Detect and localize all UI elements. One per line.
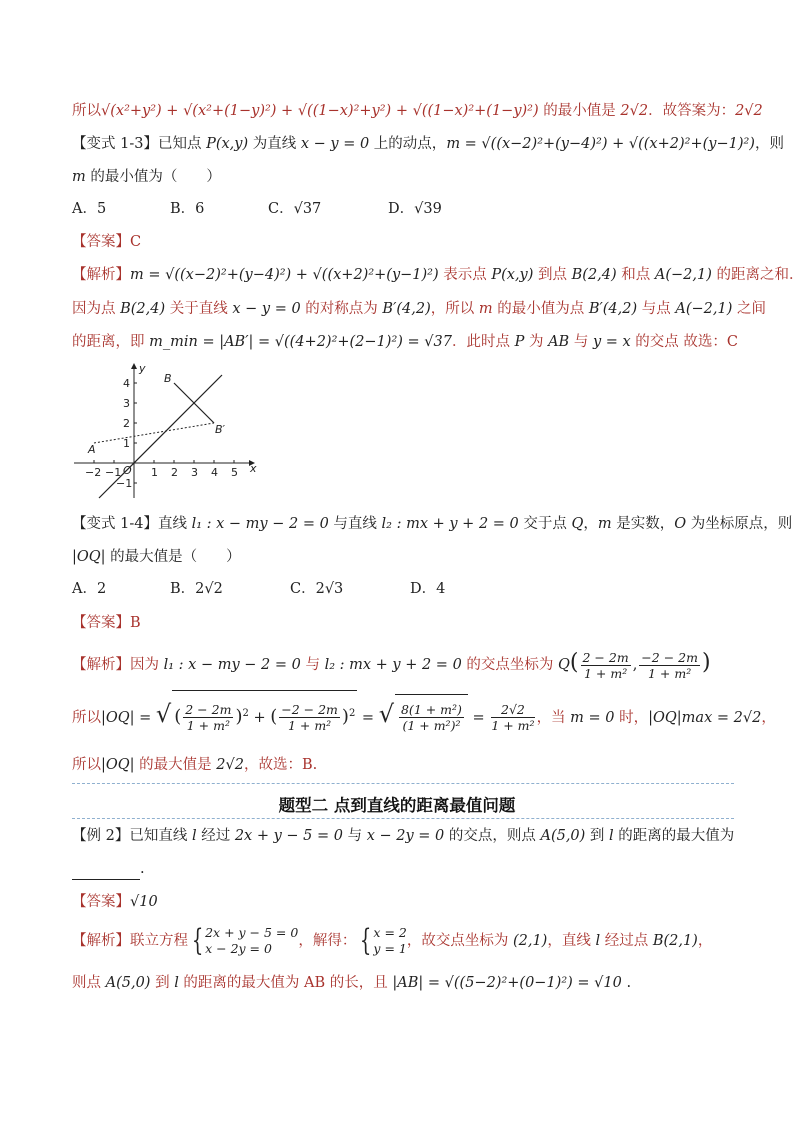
fraction: $\frac{-2 - 2m}{\text{1 + m²}}$ [641, 649, 698, 681]
y-axis-label: y [139, 362, 146, 375]
y-tick-label: 3 [123, 397, 130, 410]
variant-1-4-stem-cont: |OQ| 的最大值是（ ） [72, 549, 241, 565]
variant-1-4-analysis-1: 【解析】因为 l₁ : x − my − 2 = 0 与 l₂ : mx + y + 2 = 0 的交点坐标为 Q( $\frac{2 - 2m}{\text{1 + m²}}$ , $\frac{-2 - 2m}{\text{1 + m²}}$ ) [72, 649, 711, 681]
equation-system: 2x + y − 5 = 0 x − 2y = 0 [205, 925, 299, 956]
segment-a-bprime [94, 423, 214, 443]
prev-conclusion-line: 所以√(x²+y²) + √(x²+(1−y)²) + √((1−x)²+y²) + √((1−x)²+(1−y)²) 的最小值是 2√2．故答案为：2√2 [72, 103, 763, 119]
variant-tag: 【变式 1-4】 [72, 516, 158, 532]
option-a: A．2 [72, 581, 107, 597]
section-divider-top [72, 783, 734, 784]
option-b: B．2√2 [170, 581, 223, 597]
x-tick-label: −2 [85, 466, 102, 479]
fraction: $\frac{2√2}{\text{1 + m²}}$ [491, 702, 535, 734]
variant-1-4-options [72, 578, 734, 600]
example-2-answer: 【答案】√10 [72, 894, 158, 910]
variant-1-4-analysis-2: 所以|OQ| = √ ( $\frac{2 - 2m}{\text{1 + m²}}$ )$^2$ + ( $\frac{-2 - 2m}{\text{1 + m²}}$ )$^2$ = √ $\frac{\text{8(1 + m²)}}{\text{(1 + m²)²}}$ = $\frac{2√2}{\text{1 + m²}}$ ，当 m = 0 时，|OQ|max = 2√2， [72, 690, 734, 741]
x-axis-label: x [250, 462, 257, 475]
section-title: 题型二 点到直线的距离最值问题 [278, 796, 516, 815]
y-tick-label: 1 [123, 437, 130, 450]
fraction: $\frac{2 - 2m}{\text{1 + m²}}$ [185, 702, 232, 734]
point-bprime-label: B′ [215, 423, 226, 436]
point-a-label: A [88, 443, 96, 456]
fraction: $\frac{2 - 2m}{\text{1 + m²}}$ [582, 649, 629, 681]
origin-label: O [123, 464, 132, 477]
option-c: C．√37 [268, 201, 322, 217]
x-tick-label: −1 [105, 466, 122, 479]
variant-1-3-analysis-2: 因为点 B(2,4) 关于直线 x − y = 0 的对称点为 B′(4,2)，所以 m 的最小值为点 B′(4,2) 与点 A(−2,1) 之间 [72, 301, 766, 317]
option-d: D．4 [410, 581, 446, 597]
point-b-label: B [164, 372, 172, 385]
option-b: B．6 [170, 201, 205, 217]
variant-1-3-analysis-3: 的距离，即 m_min = |AB′| = √((4+2)²+(2−1)²) = √37．此时点 P 为 AB 与 y = x 的交点 故选：C [72, 334, 739, 350]
example-2-analysis-1: 【解析】联立方程 { 2x + y − 5 = 0 x − 2y = 0 ，解得： { x = 2 y = 1 ，故交点坐标为 (2,1)，直线 l 经过点 B(2,1)， [72, 923, 713, 958]
solution-system: x = 2 y = 1 [373, 925, 407, 956]
x-tick-label: 3 [191, 466, 198, 479]
coordinate-graph [72, 360, 262, 500]
example-tag: 【例 2】 [72, 828, 130, 844]
example-2-analysis-2: 则点 A(5,0) 到 l 的距离的最大值为 AB 的长，且 |AB| = √((5−2)²+(0−1)²) = √10 . [72, 975, 632, 991]
y-tick-label: −1 [116, 477, 133, 490]
x-tick-label: 1 [151, 466, 158, 479]
radical: ( $\frac{2 - 2m}{\text{1 + m²}}$ )$^2$ + ( $\frac{-2 - 2m}{\text{1 + m²}}$ )$^2$ [172, 690, 357, 741]
variant-1-3-answer: 【答案】C [72, 234, 142, 250]
example-2-stem: 【例 2】已知直线 l 经过 2x + y − 5 = 0 与 x − 2y = 0 的交点，则点 A(5,0) 到 l 的距离的最大值为 [72, 828, 735, 844]
option-a: A．5 [72, 201, 107, 217]
variant-1-4-analysis-3: 所以|OQ| 的最大值是 2√2，故选：B. [72, 757, 318, 773]
variant-tag: 【变式 1-3】 [72, 136, 158, 152]
option-d: D．√39 [388, 201, 442, 217]
x-tick-label: 2 [171, 466, 178, 479]
variant-1-3-stem-cont: m 的最小值为（ ） [72, 169, 221, 185]
variant-1-4-answer: 【答案】B [72, 615, 141, 631]
variant-1-3-analysis-1: 【解析】m = √((x−2)²+(y−4)²) + √((x+2)²+(y−1)²) 表示点 P(x,y) 到点 B(2,4) 和点 A(−2,1) 的距离之和． [72, 267, 804, 283]
answer-blank [72, 865, 140, 880]
variant-1-3-stem: 【变式 1-3】已知点 P(x,y) 为直线 x − y = 0 上的动点，m = √((x−2)²+(y−4)²) + √((x+2)²+(y−1)²)，则 [72, 136, 784, 152]
variant-1-4-stem: 【变式 1-4】直线 l₁ : x − my − 2 = 0 与直线 l₂ : mx + y + 2 = 0 交于点 Q，m 是实数，O 为坐标原点，则 [72, 516, 793, 532]
option-c: C．2√3 [290, 581, 344, 597]
x-tick-label: 5 [231, 466, 238, 479]
radical [395, 694, 468, 741]
x-tick-label: 4 [211, 466, 218, 479]
variant-1-3-options [72, 198, 734, 220]
y-tick-label: 2 [123, 417, 130, 430]
example-2-blank-line: . [72, 858, 734, 880]
fraction: $\frac{-2 - 2m}{\text{1 + m²}}$ [281, 702, 338, 734]
sum-expression: √(x²+y²) + √(x²+(1−y)²) + √((1−x)²+y²) + √((1−x)²+(1−y)²) [101, 103, 539, 119]
section-divider-bottom [72, 818, 734, 819]
y-tick-label: 4 [123, 377, 130, 390]
fraction: $\frac{\text{8(1 + m²)}}{\text{(1 + m²)²}}$ [400, 702, 462, 734]
